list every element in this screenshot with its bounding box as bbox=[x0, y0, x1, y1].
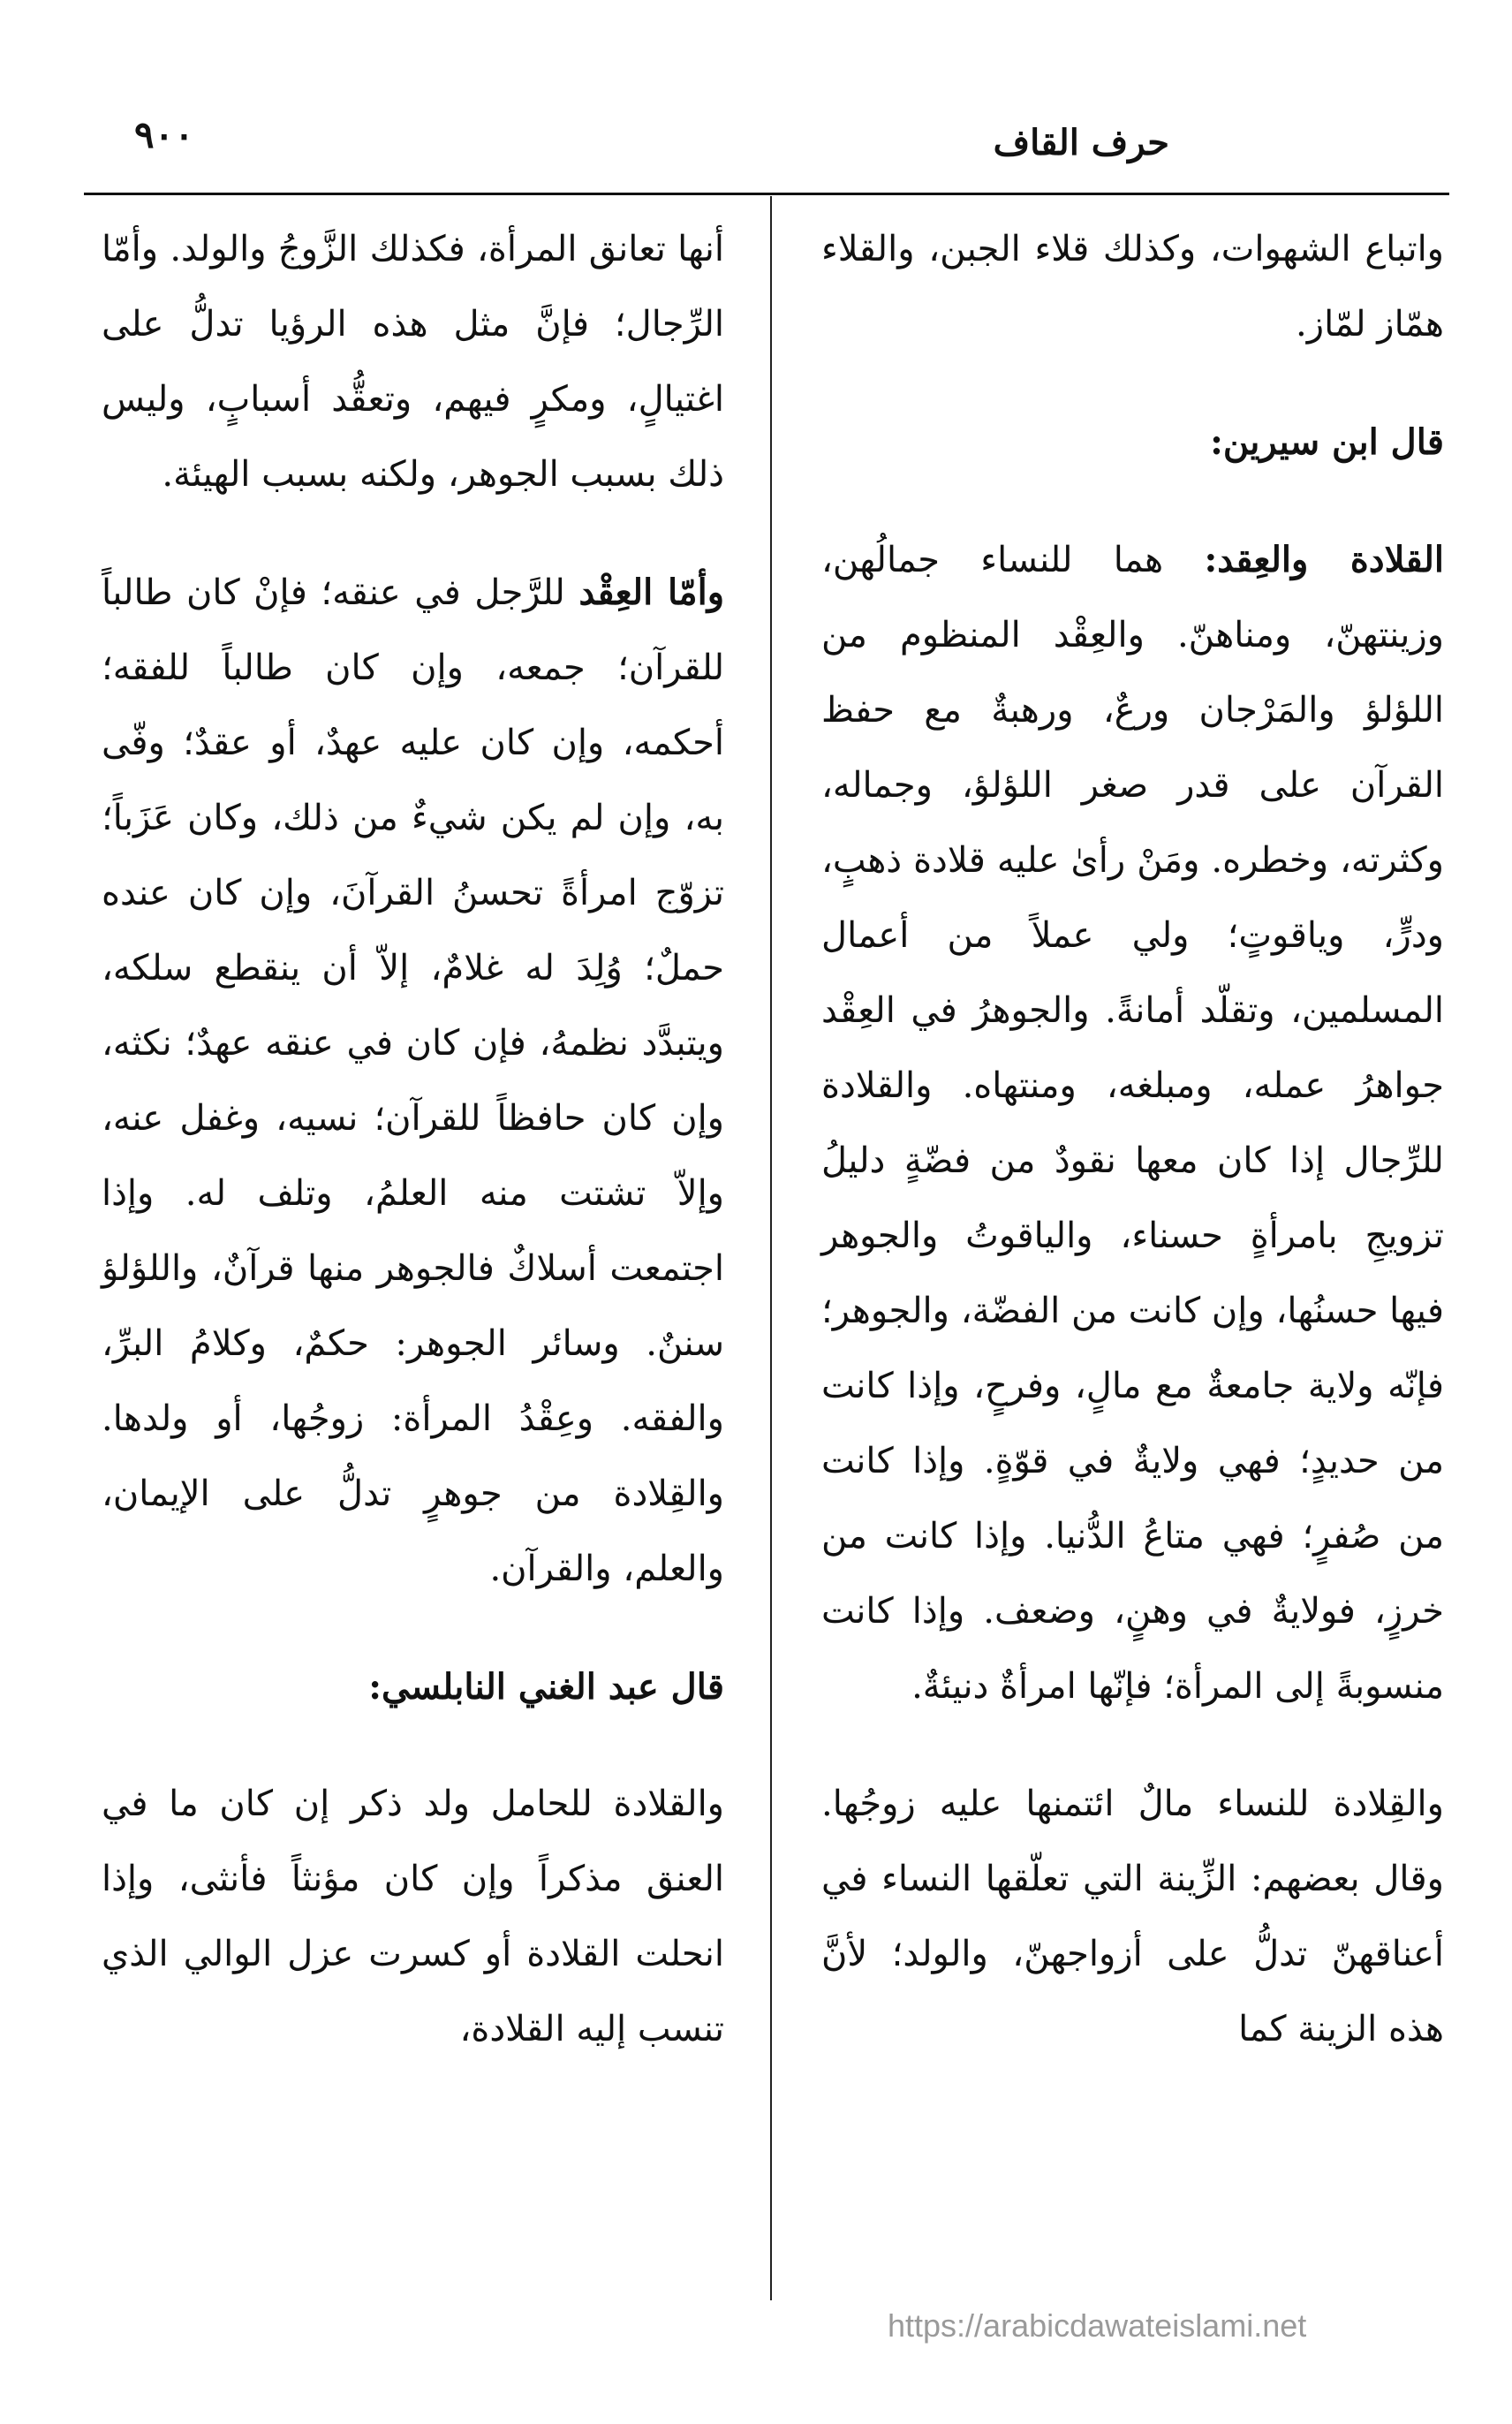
paragraph bbox=[821, 522, 1444, 1724]
paragraph: والقِلادة للنساء مالٌ ائتمنها عليه زوجُها. وقال بعضهم: الزِّينة التي تعلّقها النساء في أعناقهنّ تدلُّ على أزواجهنّ، والولد؛ لأنَّ هذه الزينة كما bbox=[821, 1784, 1444, 2049]
header-rule bbox=[84, 193, 1449, 195]
paragraph: أنها تعانق المرأة، فكذلك الزَّوجُ والولد. وأمّا الرِّجال؛ فإنَّ مثل هذه الرؤيا تدلُّ على اغتيالٍ، ومكرٍ فيهم، وتعقُّد أسبابٍ، وليس ذلك بسبب الجوهر، ولكنه بسبب الهيئة. bbox=[102, 229, 724, 495]
section-heading: قال عبد الغني النابلسي: bbox=[368, 1666, 724, 1708]
page-number: ٩٠٠ bbox=[134, 113, 194, 156]
source-url-watermark: https://arabicdawateislami.net bbox=[888, 2307, 1307, 2344]
right-column bbox=[821, 212, 1444, 2110]
paragraph-text: هما للنساء جمالُهن، وزينتهنّ، ومناهنّ. والعِقْد المنظوم من اللؤلؤ والمَرْجان ورعٌ، ورهبةٌ مع حفظ القرآن على قدر صغر اللؤلؤ، وجماله، وكثرته، وخطره. ومَنْ رأىٰ عليه قلادة ذهبٍ، ودرٍّ، وياقوتٍ؛ ولي عملاً من أعمال المسلمين، وتقلّد أمانةً. والجوهرُ في العِقْد جواهرُ عمله، ومبلغه، ومنتهاه. والقلادة للرِّجال إذا كان معها نقودٌ من فضّةٍ دليلُ تزويجِ بامرأةٍ حسناء، والياقوتُ والجوهر فيها حسنُها، وإن كانت من الفضّة، والجوهر؛ فإنّه ولاية جامعةٌ مع مالٍ، وفرحٍ، وإذا كانت من حديدٍ؛ فهي ولايةٌ في قوّةٍ. وإذا كانت من صُفرٍ؛ فهي متاعُ الدُّنيا. وإذا كانت من خرزٍ، فولايةٌ في وهنٍ، وضعف. وإذا كانت منسوبةً إلى المرأة؛ فإنّها امرأةٌ دنيئةٌ. bbox=[821, 540, 1444, 1707]
paragraph: واتباع الشهوات، وكذلك قلاء الجبن، والقلاء همّاز لمّاز. bbox=[821, 229, 1444, 345]
section-heading: قال ابن سيرين: bbox=[1210, 421, 1444, 463]
paragraph: والقلادة للحامل ولد ذكر إن كان ما في العنق مذكراً وإن كان مؤنثاً فأنثى، وإذا انحلت القلادة أو كسرت عزل الوالي الذي تنسب إليه القلادة، bbox=[102, 1784, 724, 2049]
left-column bbox=[102, 212, 724, 2110]
lead-term: وأمّا العِقْد bbox=[578, 572, 725, 613]
chapter-title: حرف القاف bbox=[993, 122, 1169, 163]
paragraph-text: للرَّجل في عنقه؛ فإنْ كان طالباً للقرآن؛ جمعه، وإن كان طالباً للفقه؛ أحكمه، وإن كان عليه عهدٌ، أو عقدٌ؛ وفّى به، وإن لم يكن شيءٌ من ذلك، وكان عَزَباً؛ تزوّج امرأةً تحسنُ القرآنَ، وإن كان عنده حملٌ؛ وُلِدَ له غلامٌ، إلاّ أن ينقطع سلكه، ويتبدَّد نظمهُ، فإن كان في عنقه عهدٌ؛ نكثه، وإن كان حافظاً للقرآن؛ نسيه، وغفل عنه، وإلاّ تشتت منه العلمُ، وتلف له. وإذا اجتمعت أسلاكٌ فالجوهر منها قرآنٌ، واللؤلؤ سننٌ. وسائر الجوهر: حكمٌ، وكلامُ البرِّ، والفقه. وعِقْدُ المرأة: زوجُها، أو ولدها. والقِلادة من جوهرٍ تدلُّ على الإيمان، والعلم، والقرآن. bbox=[102, 572, 724, 1589]
column-divider bbox=[770, 196, 772, 2300]
paragraph bbox=[102, 555, 724, 1607]
lead-term: القلادة والعِقد: bbox=[1204, 539, 1444, 580]
